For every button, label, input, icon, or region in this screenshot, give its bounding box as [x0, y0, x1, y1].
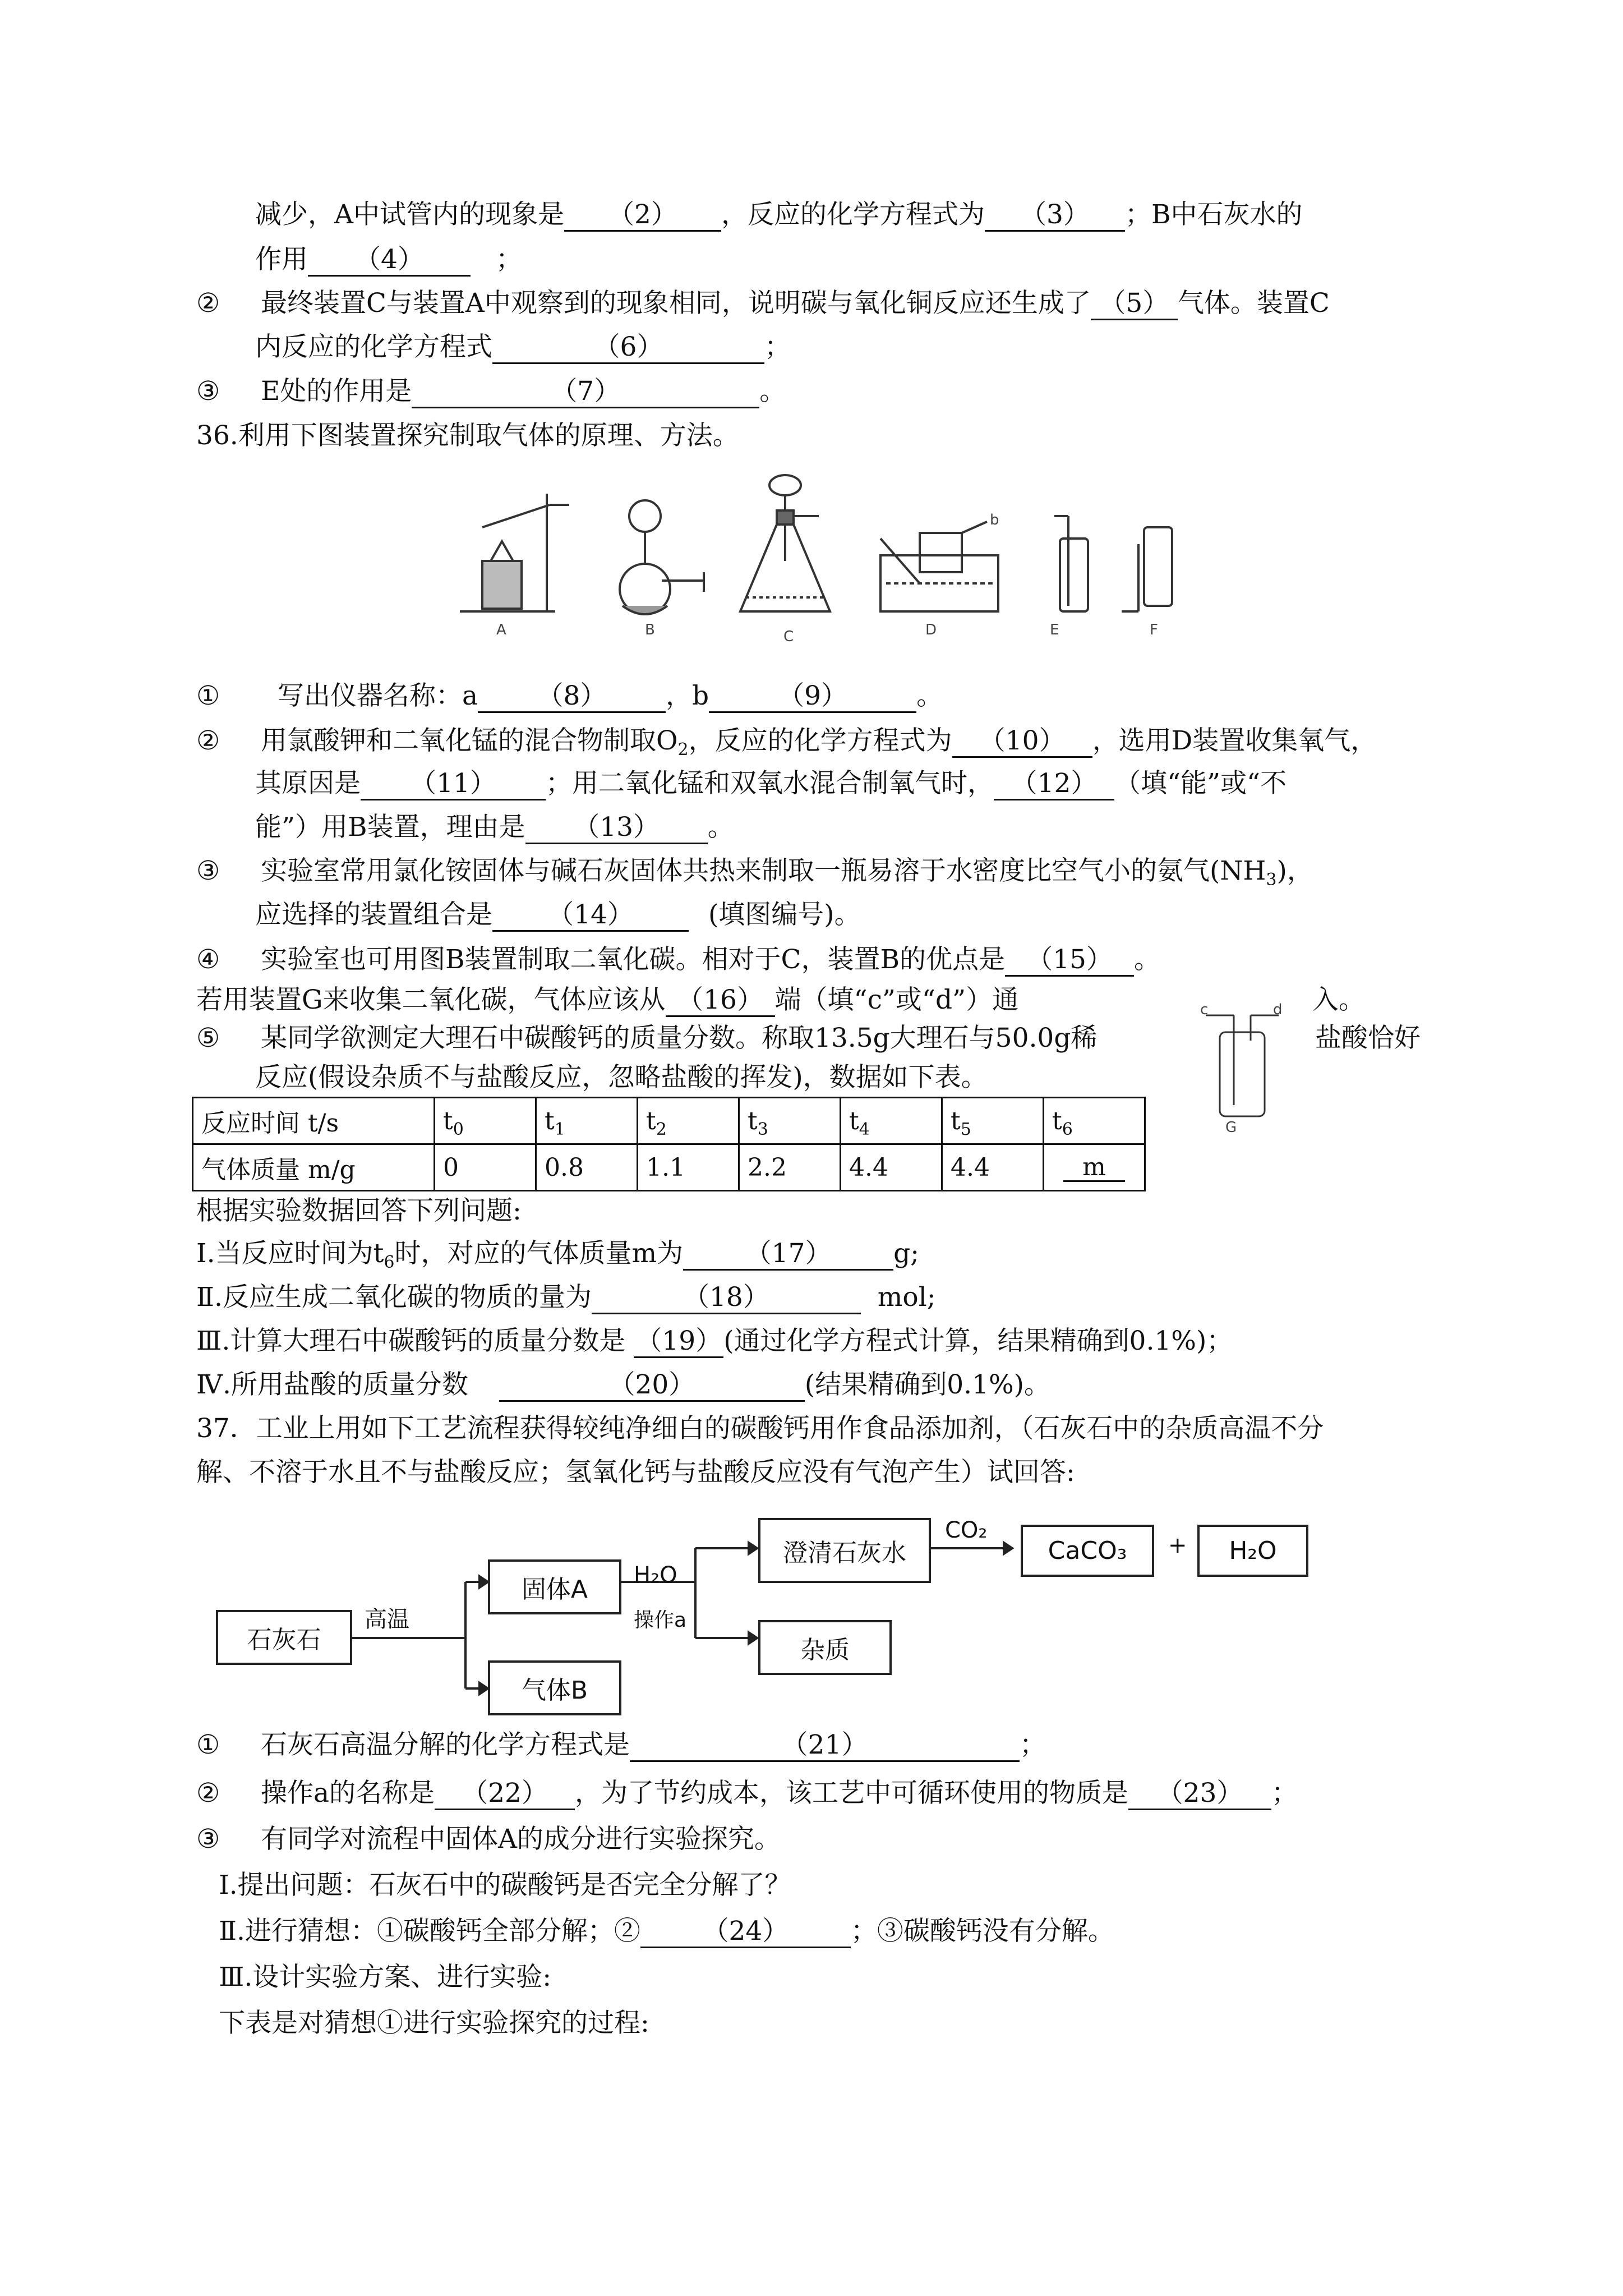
blank-7[interactable]: （7）	[412, 376, 759, 408]
q36-item1: ① 写出仪器名称：a （8） ，b （9） 。	[196, 679, 943, 714]
apparatus-label-f: F	[1150, 622, 1158, 638]
q36-item5b: 反应(假设杂质不与盐酸反应，忽略盐酸的挥发)，数据如下表。	[255, 1062, 988, 1093]
blank-2[interactable]: （2）	[564, 200, 721, 232]
blank-24[interactable]: （24）	[640, 1916, 851, 1948]
blank-13[interactable]: （13）	[525, 812, 708, 844]
apparatus-e	[1054, 516, 1088, 611]
q36-item2b: 其原因是 （11） ；用二氧化锰和双氧水混合制氧气时， （12） （填“能”或“不	[255, 766, 1287, 801]
flow-box-limewater: 澄清石灰水	[758, 1518, 931, 1583]
q36-r4: Ⅳ.所用盐酸的质量分数 （20） (结果精确到0.1%)。	[196, 1368, 1050, 1402]
blank-23[interactable]: （23）	[1128, 1778, 1271, 1810]
table-cell-m3: 2.2	[739, 1144, 841, 1191]
q35-item3: ③ E处的作用是 （7） 。	[196, 374, 786, 409]
blank-6[interactable]: （6）	[492, 332, 764, 364]
blank-14[interactable]: （14）	[492, 900, 689, 932]
blank-9[interactable]: （9）	[709, 681, 916, 713]
q37-item1: ① 石灰石高温分解的化学方程式是 （21） ；	[196, 1728, 1046, 1763]
table-cell-m4: 4.4	[841, 1144, 942, 1191]
flow-label-co2: CO₂	[945, 1517, 988, 1543]
table-head-time: 反应时间 t/s	[193, 1098, 435, 1144]
q36-ask: 根据实验数据回答下列问题:	[196, 1195, 522, 1226]
apparatus-f	[1122, 527, 1172, 611]
table-row-time	[193, 1098, 1145, 1144]
q35-item2b: 内反应的化学方程式 （6） ；	[255, 330, 791, 365]
table-cell-t4: $t_4$	[841, 1098, 942, 1144]
apparatus-c	[740, 475, 830, 611]
blank-19[interactable]: （19）	[634, 1326, 723, 1358]
table-cell-t0: $t_0$	[435, 1098, 536, 1144]
apparatus-label-e: E	[1050, 622, 1059, 638]
g-label-g: G	[1225, 1119, 1237, 1136]
q36-item5-end: 盐酸恰好	[1315, 1023, 1421, 1053]
table-cell-t2: $t_2$	[638, 1098, 739, 1144]
g-label-c: c	[1200, 1001, 1209, 1018]
g-label-d: d	[1273, 1001, 1283, 1018]
q37-line2: 解、不溶于水且不与盐酸反应；氢氧化钙与盐酸反应没有气泡产生）试回答:	[196, 1457, 1075, 1488]
flow-label-plus: +	[1168, 1533, 1187, 1558]
blank-15[interactable]: （15）	[1005, 945, 1134, 977]
q36-item4b-end: 入。	[1312, 984, 1365, 1015]
flow-box-impurity: 杂质	[758, 1620, 892, 1675]
q36-item3b: 应选择的装置组合是 （14） (填图编号)。	[255, 898, 861, 932]
flow-label-op-a: 操作a	[634, 1609, 687, 1632]
q37-p1: Ⅰ.提出问题：石灰石中的碳酸钙是否完全分解了？	[219, 1870, 791, 1901]
table-cell-m0: 0	[435, 1144, 536, 1191]
q37-item2: ② 操作a的名称是 （22） ，为了节约成本，该工艺中可循环使用的物质是 （23） ；	[196, 1776, 1298, 1811]
apparatus-label-c: C	[783, 628, 794, 645]
q37-p4: 下表是对猜想①进行实验探究的过程:	[219, 2008, 649, 2039]
q36-title: 36.利用下图装置探究制取气体的原理、方法。	[196, 420, 739, 451]
blank-5[interactable]: （5）	[1091, 288, 1178, 320]
flow-box-h2o: H₂O	[1197, 1525, 1308, 1577]
reaction-data-table	[192, 1097, 1146, 1191]
blank-21[interactable]: （21）	[630, 1730, 1020, 1762]
table-cell-m6: m	[1044, 1144, 1145, 1191]
table-cell-t1: $t_1$	[536, 1098, 638, 1144]
apparatus-label-a: A	[496, 622, 506, 638]
q36-item5: ⑤ 某同学欲测定大理石中碳酸钙的质量分数。称取13.5g大理石与50.0g稀	[196, 1023, 1098, 1053]
q37-line1: 37．工业上用如下工艺流程获得较纯净细白的碳酸钙用作食品添加剂，（石灰石中的杂质高温不分	[196, 1413, 1324, 1444]
flow-box-limestone: 石灰石	[216, 1610, 352, 1665]
flow-box-gas-b: 气体B	[488, 1660, 621, 1715]
blank-12[interactable]: （12）	[994, 769, 1114, 800]
apparatus-label-b-small: b	[990, 512, 999, 528]
table-cell-m5: 4.4	[942, 1144, 1044, 1191]
q35-item2: ② 最终装置C与装置A中观察到的现象相同，说明碳与氧化铜反应还生成了 （5） 气体。装置C	[196, 286, 1330, 321]
q37-p3: Ⅲ.设计实验方案、进行实验:	[219, 1962, 552, 1993]
blank-18[interactable]: （18）	[592, 1282, 861, 1314]
apparatus-d	[880, 522, 998, 611]
table-cell-t5: $t_5$	[942, 1098, 1044, 1144]
apparatus-figure	[449, 471, 1178, 651]
flow-label-high-temp: 高温	[365, 1607, 409, 1632]
blank-17[interactable]: （17）	[683, 1239, 893, 1271]
q35-line1: 减少，A中试管内的现象是 （2） ，反应的化学方程式为 （3） ；B中石灰水的	[255, 197, 1303, 232]
blank-10[interactable]: （10）	[952, 726, 1092, 758]
q37-p2: Ⅱ.进行猜想：①碳酸钙全部分解；② （24） ；③碳酸钙没有分解。	[219, 1914, 1114, 1949]
blank-20[interactable]: （20）	[499, 1370, 805, 1402]
q36-r3: Ⅲ.计算大理石中碳酸钙的质量分数是 （19）(通过化学方程式计算，结果精确到0.1%)；	[196, 1324, 1233, 1359]
blank-16[interactable]: （16）	[666, 985, 775, 1017]
flow-box-caco3: CaCO₃	[1021, 1525, 1154, 1577]
blank-4[interactable]: （4）	[308, 245, 471, 277]
q36-item4b: 若用装置G来收集二氧化碳，气体应该从 （16） 端（填“c”或“d”）通	[196, 983, 1018, 1018]
q36-r2: Ⅱ.反应生成二氧化碳的物质的量为 （18） mol;	[196, 1280, 936, 1315]
gas-bottle-g	[1195, 999, 1295, 1133]
q36-item2c: 能”）用B装置，理由是 （13） 。	[255, 810, 734, 845]
table-cell-t3: $t_3$	[739, 1098, 841, 1144]
apparatus-a	[460, 494, 569, 611]
apparatus-label-b: B	[645, 622, 655, 638]
flow-label-h2o: H₂O	[634, 1562, 677, 1588]
q36-item4: ④ 实验室也可用图B装置制取二氧化碳。相对于C，装置B的优点是 （15） 。	[196, 942, 1160, 977]
blank-11[interactable]: （11）	[361, 769, 546, 800]
blank-3[interactable]: （3）	[985, 200, 1125, 232]
blank-8[interactable]: （8）	[478, 681, 666, 713]
apparatus-b	[620, 500, 704, 614]
table-cell-t6: $t_6$	[1044, 1098, 1145, 1144]
q35-line2: 作用 （4） ；	[255, 242, 522, 277]
blank-22[interactable]: （22）	[435, 1778, 575, 1810]
flow-box-solid-a: 固体A	[488, 1559, 621, 1614]
q36-r1: Ⅰ.当反应时间为$t_6$时，对应的气体质量m为 （17） g;	[196, 1238, 919, 1272]
table-cell-m1: 0.8	[536, 1144, 638, 1191]
q36-item3: ③ 实验室常用氯化铵固体与碱石灰固体共热来制取一瓶易溶于水密度比空气小的氨气$(NH_3)$，	[196, 855, 1313, 890]
q36-item2: ② 用氯酸钾和二氧化锰的混合物制取$O_2$，反应的化学方程式为 （10） ，选用D装置收集氧气，	[196, 725, 1377, 760]
table-head-mass: 气体质量 m/g	[193, 1144, 435, 1191]
q37-item3: ③ 有同学对流程中固体A的成分进行实验探究。	[196, 1824, 781, 1855]
table-cell-m2: 1.1	[638, 1144, 739, 1191]
apparatus-label-d: D	[925, 622, 937, 638]
table-row-mass	[193, 1144, 1145, 1191]
